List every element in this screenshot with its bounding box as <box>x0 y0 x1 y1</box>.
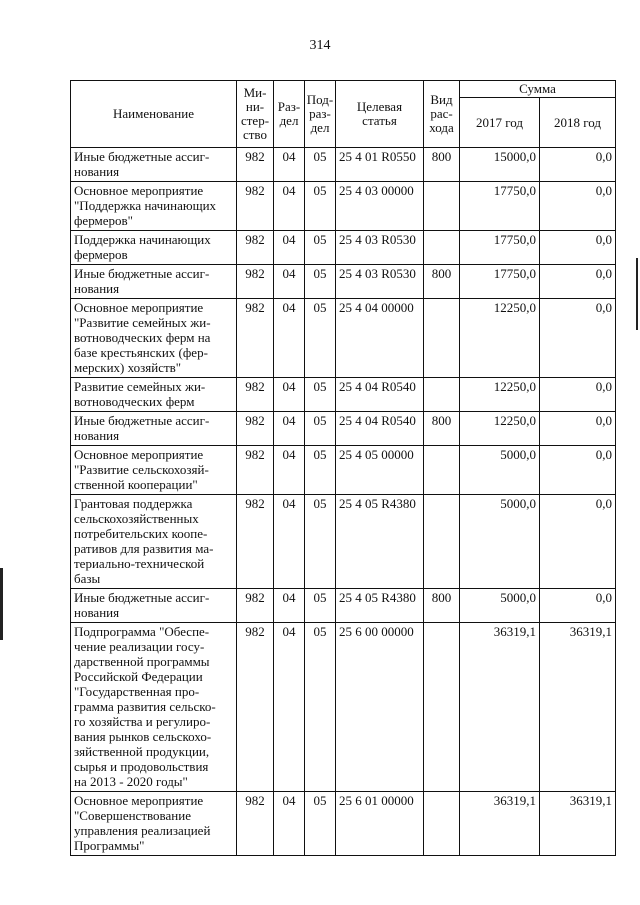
row-name-cell: Развитие семейных жи- вотноводческих ферм <box>71 378 237 412</box>
row-name-cell: Иные бюджетные ассиг- нования <box>71 412 237 446</box>
row-sum-2017-cell: 17750,0 <box>460 182 540 231</box>
row-name-cell: Основное мероприятие "Поддержка начинающих фермеров" <box>71 182 237 231</box>
row-sum-2018-cell: 0,0 <box>540 148 616 182</box>
row-target-cell: 25 4 03 R0530 <box>336 265 424 299</box>
row-section-cell: 04 <box>274 792 305 856</box>
row-section-cell: 04 <box>274 495 305 589</box>
row-expense-type-cell: 800 <box>424 265 460 299</box>
row-ministry-cell: 982 <box>237 412 274 446</box>
table-row <box>71 446 616 495</box>
row-sum-2018-cell: 0,0 <box>540 412 616 446</box>
row-expense-type-cell <box>424 623 460 792</box>
row-ministry-cell: 982 <box>237 265 274 299</box>
table-row <box>71 623 616 792</box>
row-sum-2018-cell: 0,0 <box>540 446 616 495</box>
header-year-2018: 2018 год <box>540 98 616 148</box>
row-name-cell: Основное мероприятие "Развитие сельскохозяй- ственной кооперации" <box>71 446 237 495</box>
row-expense-type-cell: 800 <box>424 412 460 446</box>
header-name: Наименование <box>71 81 237 148</box>
row-section-cell: 04 <box>274 299 305 378</box>
table-header <box>71 81 616 148</box>
row-subsection-cell: 05 <box>305 265 336 299</box>
header-subsection: Под- раз- дел <box>305 81 336 148</box>
row-expense-type-cell <box>424 495 460 589</box>
row-target-cell: 25 4 04 R0540 <box>336 378 424 412</box>
row-sum-2018-cell: 0,0 <box>540 231 616 265</box>
row-sum-2018-cell: 0,0 <box>540 495 616 589</box>
table-row <box>71 299 616 378</box>
row-name-cell: Поддержка начинающих фермеров <box>71 231 237 265</box>
header-section: Раз- дел <box>274 81 305 148</box>
table-row <box>71 378 616 412</box>
header-target: Целевая статья <box>336 81 424 148</box>
row-section-cell: 04 <box>274 148 305 182</box>
row-expense-type-cell <box>424 182 460 231</box>
header-year-2017: 2017 год <box>460 98 540 148</box>
row-expense-type-cell <box>424 231 460 265</box>
row-sum-2018-cell: 36319,1 <box>540 623 616 792</box>
row-subsection-cell: 05 <box>305 792 336 856</box>
row-sum-2017-cell: 15000,0 <box>460 148 540 182</box>
row-section-cell: 04 <box>274 231 305 265</box>
row-subsection-cell: 05 <box>305 412 336 446</box>
row-name-cell: Иные бюджетные ассиг- нования <box>71 148 237 182</box>
row-sum-2017-cell: 36319,1 <box>460 623 540 792</box>
row-sum-2018-cell: 0,0 <box>540 589 616 623</box>
row-sum-2018-cell: 36319,1 <box>540 792 616 856</box>
row-target-cell: 25 4 01 R0550 <box>336 148 424 182</box>
row-subsection-cell: 05 <box>305 378 336 412</box>
row-target-cell: 25 4 05 R4380 <box>336 495 424 589</box>
row-sum-2017-cell: 5000,0 <box>460 446 540 495</box>
header-ministry: Ми- ни- стер- ство <box>237 81 274 148</box>
scan-edge-mark-left <box>0 568 3 640</box>
page-number: 314 <box>309 38 331 53</box>
row-sum-2018-cell: 0,0 <box>540 182 616 231</box>
row-section-cell: 04 <box>274 412 305 446</box>
row-sum-2017-cell: 36319,1 <box>460 792 540 856</box>
row-target-cell: 25 6 01 00000 <box>336 792 424 856</box>
row-expense-type-cell: 800 <box>424 148 460 182</box>
row-sum-2017-cell: 12250,0 <box>460 378 540 412</box>
row-sum-2018-cell: 0,0 <box>540 378 616 412</box>
row-expense-type-cell <box>424 299 460 378</box>
row-subsection-cell: 05 <box>305 495 336 589</box>
row-ministry-cell: 982 <box>237 378 274 412</box>
row-sum-2018-cell: 0,0 <box>540 265 616 299</box>
table-row <box>71 792 616 856</box>
row-target-cell: 25 6 00 00000 <box>336 623 424 792</box>
row-target-cell: 25 4 03 R0530 <box>336 231 424 265</box>
row-subsection-cell: 05 <box>305 148 336 182</box>
row-name-cell: Иные бюджетные ассиг- нования <box>71 589 237 623</box>
row-section-cell: 04 <box>274 446 305 495</box>
row-subsection-cell: 05 <box>305 231 336 265</box>
budget-table <box>70 80 616 856</box>
row-sum-2018-cell: 0,0 <box>540 299 616 378</box>
table-row <box>71 412 616 446</box>
table-body <box>71 148 616 856</box>
row-name-cell: Основное мероприятие "Развитие семейных жи- вотноводческих ферм на базе крестьянских (фер- мерских) хозяйств" <box>71 299 237 378</box>
row-ministry-cell: 982 <box>237 495 274 589</box>
row-ministry-cell: 982 <box>237 231 274 265</box>
row-expense-type-cell <box>424 792 460 856</box>
row-expense-type-cell: 800 <box>424 589 460 623</box>
row-target-cell: 25 4 05 R4380 <box>336 589 424 623</box>
row-subsection-cell: 05 <box>305 182 336 231</box>
row-target-cell: 25 4 04 R0540 <box>336 412 424 446</box>
header-expense-type: Вид рас- хода <box>424 81 460 148</box>
header-sum: Сумма <box>460 81 616 98</box>
row-target-cell: 25 4 03 00000 <box>336 182 424 231</box>
row-expense-type-cell <box>424 378 460 412</box>
row-sum-2017-cell: 12250,0 <box>460 299 540 378</box>
row-sum-2017-cell: 5000,0 <box>460 495 540 589</box>
row-ministry-cell: 982 <box>237 148 274 182</box>
row-sum-2017-cell: 17750,0 <box>460 231 540 265</box>
row-name-cell: Основное мероприятие "Совершенствование управления реализацией Программы" <box>71 792 237 856</box>
row-section-cell: 04 <box>274 589 305 623</box>
scan-edge-mark-right <box>636 258 638 330</box>
row-sum-2017-cell: 17750,0 <box>460 265 540 299</box>
table-row <box>71 589 616 623</box>
row-name-cell: Грантовая поддержка сельскохозяйственных потребительских коопе- ративов для развития ма- териально-технической базы <box>71 495 237 589</box>
row-sum-2017-cell: 5000,0 <box>460 589 540 623</box>
row-section-cell: 04 <box>274 265 305 299</box>
row-name-cell: Иные бюджетные ассиг- нования <box>71 265 237 299</box>
row-ministry-cell: 982 <box>237 299 274 378</box>
table-row <box>71 182 616 231</box>
row-ministry-cell: 982 <box>237 446 274 495</box>
row-ministry-cell: 982 <box>237 792 274 856</box>
row-subsection-cell: 05 <box>305 623 336 792</box>
row-section-cell: 04 <box>274 378 305 412</box>
row-section-cell: 04 <box>274 182 305 231</box>
row-target-cell: 25 4 04 00000 <box>336 299 424 378</box>
row-expense-type-cell <box>424 446 460 495</box>
row-section-cell: 04 <box>274 623 305 792</box>
table-row <box>71 495 616 589</box>
table-row <box>71 265 616 299</box>
row-sum-2017-cell: 12250,0 <box>460 412 540 446</box>
row-ministry-cell: 982 <box>237 182 274 231</box>
row-ministry-cell: 982 <box>237 623 274 792</box>
row-target-cell: 25 4 05 00000 <box>336 446 424 495</box>
row-name-cell: Подпрограмма "Обеспе- чение реализации госу- дарственной программы Российской Федерации "Государственная про- грамма развития сельско- го хозяйства и регулиро- вания рынков сельскохо- зяйственной продукции, сырья и продовольствия на 2013 - 2020 годы" <box>71 623 237 792</box>
row-subsection-cell: 05 <box>305 446 336 495</box>
row-subsection-cell: 05 <box>305 299 336 378</box>
table-row <box>71 148 616 182</box>
table-row <box>71 231 616 265</box>
row-ministry-cell: 982 <box>237 589 274 623</box>
row-subsection-cell: 05 <box>305 589 336 623</box>
